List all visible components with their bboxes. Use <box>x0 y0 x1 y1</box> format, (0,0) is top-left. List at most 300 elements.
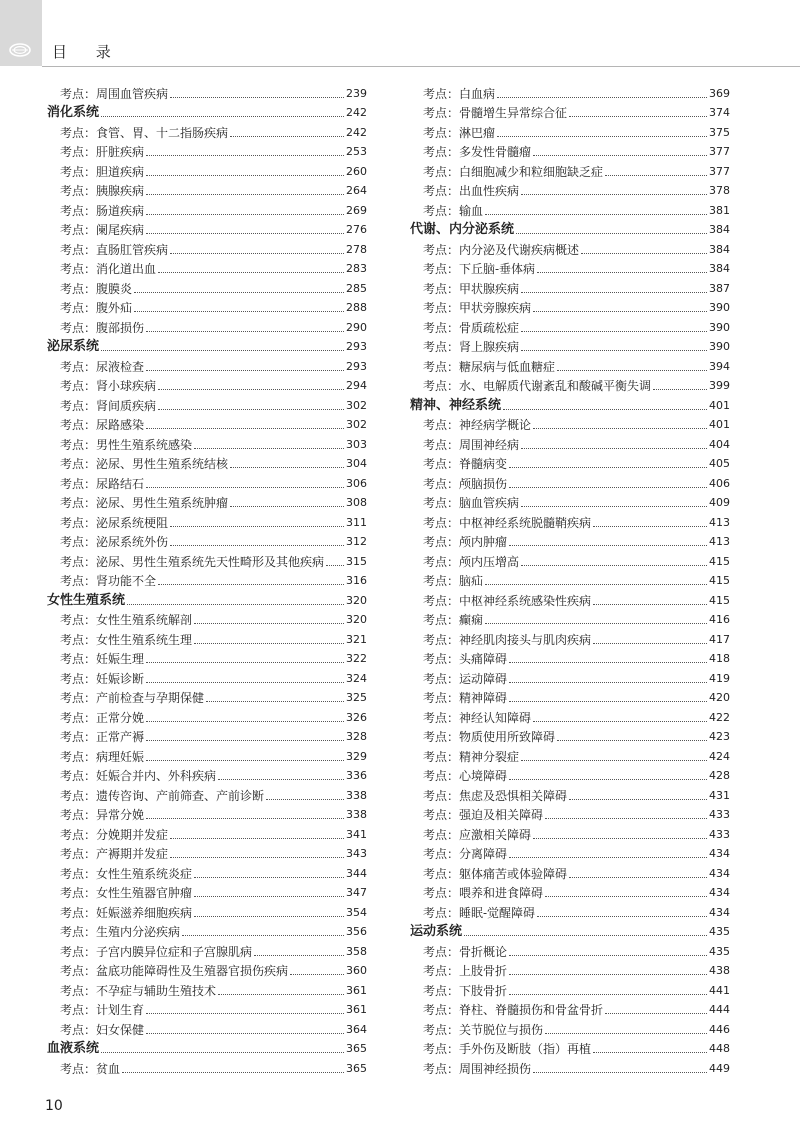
entry-page-number: 365 <box>346 1061 367 1075</box>
toc-entry[interactable] <box>410 998 730 1018</box>
entry-title: 考点：阑尾疾病 <box>60 223 145 237</box>
entry-page-number: 420 <box>709 691 730 704</box>
entry-title: 考点：妊娠生理 <box>60 652 145 666</box>
toc-entry[interactable] <box>47 627 367 647</box>
entry-title: 考点：出血性疾病 <box>423 184 520 198</box>
toc-entry[interactable] <box>47 900 367 920</box>
toc-entry[interactable] <box>410 1017 730 1037</box>
dot-leader <box>122 1072 344 1073</box>
toc-entry[interactable] <box>410 822 730 842</box>
entry-page-number: 341 <box>346 827 367 841</box>
toc-entry[interactable] <box>47 218 367 238</box>
dot-leader <box>485 214 707 215</box>
dot-leader <box>569 877 707 878</box>
entry-title: 考点：焦虑及恐惧相关障碍 <box>423 788 568 803</box>
dot-leader <box>557 370 707 371</box>
entry-title: 考点：分离障碍 <box>423 847 508 861</box>
toc-entry[interactable] <box>47 354 367 374</box>
toc-entry[interactable] <box>410 647 730 667</box>
entry-page-number: 293 <box>346 340 367 353</box>
toc-section-heading[interactable] <box>410 393 730 413</box>
toc-entry[interactable] <box>47 140 367 160</box>
entry-page-number: 303 <box>346 437 367 451</box>
entry-page-number: 324 <box>346 671 367 685</box>
entry-title: 考点：周围神经损伤 <box>423 1061 532 1076</box>
dot-leader <box>533 428 707 429</box>
entry-page-number: 285 <box>346 281 367 295</box>
entry-page-number: 336 <box>346 769 367 782</box>
dot-leader <box>516 233 707 234</box>
toc-entry[interactable] <box>410 900 730 920</box>
dot-leader <box>170 526 344 527</box>
entry-page-number: 390 <box>709 301 730 314</box>
toc-entry[interactable] <box>410 569 730 589</box>
toc-entry[interactable] <box>410 705 730 725</box>
entry-title: 考点：妊娠诊断 <box>60 671 145 686</box>
toc-entry[interactable] <box>47 998 367 1018</box>
entry-page-number: 418 <box>709 652 730 665</box>
toc-entry[interactable] <box>47 257 367 277</box>
entry-title: 考点：精神分裂症 <box>423 749 520 764</box>
entry-page-number: 344 <box>346 866 367 880</box>
entry-title: 考点：输血 <box>423 203 484 218</box>
dot-leader <box>194 896 344 897</box>
entry-title: 考点：尿路结石 <box>60 476 145 491</box>
entry-page-number: 419 <box>709 671 730 685</box>
dot-leader <box>254 955 344 956</box>
toc-entry[interactable] <box>47 374 367 394</box>
entry-page-number: 253 <box>346 145 367 158</box>
entry-page-number: 302 <box>346 418 367 431</box>
page-title: 目 录 <box>52 43 123 61</box>
toc-entry[interactable] <box>410 471 730 491</box>
entry-title: 考点：癫痫 <box>423 613 484 627</box>
entry-page-number: 290 <box>346 320 367 334</box>
toc-entry[interactable] <box>47 803 367 823</box>
entry-title: 考点：糖尿病与低血糖症 <box>423 359 556 374</box>
toc-entry[interactable] <box>47 120 367 140</box>
entry-title: 考点：泌尿、男性生殖系统结核 <box>60 457 229 471</box>
dot-leader <box>146 194 344 195</box>
toc-entry[interactable] <box>47 939 367 959</box>
dot-leader <box>464 935 707 936</box>
dot-leader <box>509 857 707 858</box>
toc-entry[interactable] <box>47 608 367 628</box>
toc-entry[interactable] <box>47 881 367 901</box>
entry-title: 考点：淋巴瘤 <box>423 125 496 140</box>
entry-title: 考点：周围神经病 <box>423 437 520 452</box>
entry-title: 考点：女性生殖系统生理 <box>60 632 193 647</box>
dot-leader <box>509 467 707 468</box>
toc-entry[interactable] <box>47 530 367 550</box>
dot-leader <box>503 409 707 410</box>
entry-page-number: 364 <box>346 1022 367 1036</box>
entry-title: 考点：肾小球疾病 <box>60 379 157 393</box>
toc-entry[interactable] <box>410 959 730 979</box>
entry-page-number: 320 <box>346 593 367 607</box>
toc-entry[interactable] <box>410 744 730 764</box>
toc-entry[interactable] <box>47 491 367 511</box>
dot-leader <box>537 272 707 273</box>
entry-page-number: 406 <box>709 476 730 490</box>
toc-entry[interactable] <box>410 608 730 628</box>
toc-entry[interactable] <box>410 159 730 179</box>
entry-page-number: 269 <box>346 203 367 217</box>
dot-leader <box>134 311 344 312</box>
entry-page-number: 431 <box>709 788 730 802</box>
entry-title: 考点：运动障碍 <box>423 671 508 686</box>
section-title: 女性生殖系统 <box>47 592 126 608</box>
entry-title: 考点：女性生殖系统炎症 <box>60 866 193 881</box>
dot-leader <box>146 487 344 488</box>
entry-page-number: 365 <box>346 1042 367 1055</box>
entry-title: 考点：泌尿系统外伤 <box>60 535 169 549</box>
toc-entry[interactable] <box>410 588 730 608</box>
dot-leader <box>182 935 344 936</box>
dot-leader <box>545 1033 707 1034</box>
toc-entry[interactable] <box>47 666 367 686</box>
toc-entry[interactable] <box>47 1017 367 1037</box>
header-band <box>0 0 42 66</box>
dot-leader <box>485 584 707 585</box>
entry-page-number: 312 <box>346 535 367 548</box>
dot-leader <box>146 662 344 663</box>
toc-section-heading[interactable] <box>410 218 730 238</box>
entry-page-number: 387 <box>709 281 730 295</box>
entry-title: 考点：下肢骨折 <box>423 983 508 998</box>
entry-page-number: 302 <box>346 398 367 412</box>
dot-leader <box>194 916 344 917</box>
dot-leader <box>569 799 707 800</box>
toc-entry[interactable] <box>410 491 730 511</box>
toc-entry[interactable] <box>410 666 730 686</box>
entry-page-number: 338 <box>346 808 367 821</box>
entry-title: 考点：神经认知障碍 <box>423 710 532 725</box>
entry-page-number: 413 <box>709 515 730 529</box>
toc-entry[interactable] <box>410 179 730 199</box>
toc-entry[interactable] <box>410 549 730 569</box>
section-title: 消化系统 <box>47 105 100 120</box>
entry-title: 考点：躯体痛苦或体验障碍 <box>423 866 568 881</box>
toc-entry[interactable] <box>410 101 730 121</box>
dot-leader <box>497 136 707 137</box>
toc-column-left <box>47 81 367 1076</box>
toc-entry[interactable] <box>47 179 367 199</box>
entry-title: 考点：关节脱位与损伤 <box>423 1022 544 1037</box>
dot-leader <box>509 994 707 995</box>
dot-leader <box>146 175 344 176</box>
dot-leader <box>509 487 707 488</box>
dot-leader <box>230 136 344 137</box>
toc-entry[interactable] <box>410 452 730 472</box>
toc-entry[interactable] <box>47 569 367 589</box>
dot-leader <box>146 331 344 332</box>
dot-leader <box>101 116 344 117</box>
toc-section-heading[interactable] <box>410 920 730 940</box>
entry-title: 考点：周围血管疾病 <box>60 86 169 101</box>
entry-page-number: 424 <box>709 749 730 763</box>
dot-leader <box>101 350 344 351</box>
toc-entry[interactable] <box>410 978 730 998</box>
toc-entry[interactable] <box>410 686 730 706</box>
entry-title: 考点：应激相关障碍 <box>423 827 532 842</box>
toc-entry[interactable] <box>47 764 367 784</box>
entry-title: 考点：手外伤及断肢（指）再植 <box>423 1042 592 1056</box>
toc-entry[interactable] <box>47 452 367 472</box>
entry-title: 考点：甲状腺疾病 <box>423 281 520 296</box>
dot-leader <box>266 799 344 800</box>
toc-entry[interactable] <box>47 198 367 218</box>
entry-page-number: 278 <box>346 242 367 256</box>
dot-leader <box>146 214 344 215</box>
dot-leader <box>485 623 707 624</box>
dot-leader <box>326 565 344 566</box>
entry-page-number: 288 <box>346 301 367 314</box>
dot-leader <box>509 955 707 956</box>
entry-page-number: 390 <box>709 320 730 334</box>
section-title: 运动系统 <box>410 924 463 939</box>
dot-leader <box>194 643 344 644</box>
entry-title: 考点：直肠肛管疾病 <box>60 242 169 257</box>
entry-title: 考点：泌尿系统梗阻 <box>60 515 169 530</box>
dot-leader <box>509 682 707 683</box>
toc-entry[interactable] <box>410 783 730 803</box>
toc-entry[interactable] <box>410 374 730 394</box>
dot-leader <box>545 896 707 897</box>
entry-title: 考点：遗传咨询、产前筛查、产前诊断 <box>60 788 265 803</box>
entry-page-number: 369 <box>709 86 730 100</box>
toc-entry[interactable] <box>47 1056 367 1076</box>
dot-leader <box>146 818 344 819</box>
entry-page-number: 276 <box>346 223 367 236</box>
toc-entry[interactable] <box>410 1056 730 1076</box>
entry-title: 考点：生殖内分泌疾病 <box>60 925 181 939</box>
toc-section-heading[interactable] <box>47 335 367 355</box>
toc-entry[interactable] <box>47 549 367 569</box>
entry-page-number: 311 <box>346 515 367 529</box>
dot-leader <box>605 175 707 176</box>
entry-title: 考点：肝脏疾病 <box>60 145 145 159</box>
entry-title: 考点：上肢骨折 <box>423 964 508 978</box>
toc-entry[interactable] <box>410 276 730 296</box>
entry-page-number: 415 <box>709 574 730 587</box>
toc-entry[interactable] <box>410 81 730 101</box>
entry-page-number: 326 <box>346 710 367 724</box>
entry-title: 考点：计划生育 <box>60 1003 145 1017</box>
toc-entry[interactable] <box>47 647 367 667</box>
entry-page-number: 448 <box>709 1042 730 1055</box>
dot-leader <box>521 292 707 293</box>
toc-entry[interactable] <box>47 822 367 842</box>
dot-leader <box>146 682 344 683</box>
entry-page-number: 354 <box>346 905 367 919</box>
toc-section-heading[interactable] <box>47 101 367 121</box>
entry-page-number: 320 <box>346 613 367 626</box>
entry-page-number: 356 <box>346 925 367 938</box>
entry-title: 考点：强迫及相关障碍 <box>423 808 544 822</box>
entry-page-number: 381 <box>709 203 730 217</box>
dot-leader <box>194 623 344 624</box>
entry-page-number: 325 <box>346 691 367 704</box>
entry-title: 考点：妊娠滋养细胞疾病 <box>60 905 193 920</box>
dot-leader <box>206 701 344 702</box>
toc-entry[interactable] <box>47 413 367 433</box>
entry-title: 考点：腹部损伤 <box>60 320 145 335</box>
entry-page-number: 428 <box>709 769 730 782</box>
dot-leader <box>127 604 344 605</box>
entry-title: 考点：盆底功能障碍性及生殖器官损伤疾病 <box>60 964 289 978</box>
entry-title: 考点：脊柱、脊髓损伤和骨盆骨折 <box>423 1003 604 1017</box>
dot-leader <box>158 272 344 273</box>
entry-title: 考点：肾上腺疾病 <box>423 340 520 354</box>
entry-title: 考点：脊髓病变 <box>423 457 508 471</box>
entry-page-number: 294 <box>346 379 367 392</box>
entry-page-number: 433 <box>709 827 730 841</box>
dot-leader <box>497 97 707 98</box>
entry-title: 考点：女性生殖系统解剖 <box>60 613 193 627</box>
dot-leader <box>509 545 707 546</box>
entry-title: 考点：中枢神经系统脱髓鞘疾病 <box>423 515 592 530</box>
entry-title: 考点：分娩期并发症 <box>60 827 169 842</box>
entry-page-number: 377 <box>709 164 730 178</box>
dot-leader <box>218 994 344 995</box>
entry-title: 考点：下丘脑-垂体病 <box>423 262 536 276</box>
toc-entry[interactable] <box>47 159 367 179</box>
toc-entry[interactable] <box>410 198 730 218</box>
dot-leader <box>521 565 707 566</box>
entry-page-number: 405 <box>709 457 730 470</box>
dot-leader <box>158 584 344 585</box>
toc-entry[interactable] <box>47 81 367 101</box>
dot-leader <box>146 370 344 371</box>
toc-entry[interactable] <box>410 803 730 823</box>
entry-title: 考点：尿路感染 <box>60 418 145 432</box>
entry-title: 考点：骨髓增生异常综合征 <box>423 106 568 120</box>
dot-leader <box>593 643 707 644</box>
toc-entry[interactable] <box>410 881 730 901</box>
entry-page-number: 435 <box>709 925 730 938</box>
toc-entry[interactable] <box>47 861 367 881</box>
toc-entry[interactable] <box>47 432 367 452</box>
toc-entry[interactable] <box>410 530 730 550</box>
entry-page-number: 404 <box>709 437 730 451</box>
toc-entry[interactable] <box>47 725 367 745</box>
dot-leader <box>569 116 707 117</box>
toc-entry[interactable] <box>410 315 730 335</box>
toc-entry[interactable] <box>410 842 730 862</box>
entry-title: 考点：男性生殖系统感染 <box>60 437 193 452</box>
toc-entry[interactable] <box>47 686 367 706</box>
publisher-logo-icon <box>9 43 31 57</box>
toc-entry[interactable] <box>47 959 367 979</box>
dot-leader <box>533 311 707 312</box>
toc-entry[interactable] <box>47 783 367 803</box>
toc-entry[interactable] <box>410 296 730 316</box>
toc-entry[interactable] <box>47 705 367 725</box>
dot-leader <box>146 155 344 156</box>
dot-leader <box>146 740 344 741</box>
toc-entry[interactable] <box>410 1037 730 1057</box>
entry-title: 考点：白细胞减少和粒细胞缺乏症 <box>423 164 604 179</box>
entry-title: 考点：腹外疝 <box>60 301 133 315</box>
entry-title: 考点：骨折概论 <box>423 944 508 959</box>
toc-entry[interactable] <box>410 237 730 257</box>
toc-entry[interactable] <box>410 861 730 881</box>
section-title: 精神、神经系统 <box>410 397 502 413</box>
toc-entry[interactable] <box>47 237 367 257</box>
entry-page-number: 358 <box>346 944 367 958</box>
entry-page-number: 409 <box>709 496 730 509</box>
dot-leader <box>146 428 344 429</box>
entry-page-number: 415 <box>709 593 730 607</box>
toc-entry[interactable] <box>410 354 730 374</box>
toc-entry[interactable] <box>410 335 730 355</box>
entry-page-number: 315 <box>346 554 367 568</box>
entry-title: 考点：胰腺疾病 <box>60 184 145 198</box>
toc-entry[interactable] <box>47 315 367 335</box>
dot-leader <box>146 760 344 761</box>
dot-leader <box>134 292 344 293</box>
dot-leader <box>533 838 707 839</box>
toc-entry[interactable] <box>47 393 367 413</box>
entry-page-number: 435 <box>709 944 730 958</box>
entry-page-number: 401 <box>709 398 730 412</box>
entry-title: 考点：脑血管疾病 <box>423 496 520 510</box>
toc-entry[interactable] <box>47 276 367 296</box>
entry-page-number: 306 <box>346 476 367 490</box>
toc-entry[interactable] <box>410 725 730 745</box>
dot-leader <box>146 233 344 234</box>
entry-title: 考点：骨质疏松症 <box>423 320 520 335</box>
header-divider <box>42 66 800 67</box>
dot-leader <box>146 1013 344 1014</box>
toc-entry[interactable] <box>47 471 367 491</box>
dot-leader <box>593 526 707 527</box>
toc-entry[interactable] <box>410 432 730 452</box>
entry-page-number: 308 <box>346 496 367 509</box>
toc-entry[interactable] <box>410 510 730 530</box>
dot-leader <box>521 760 707 761</box>
entry-title: 考点：病理妊娠 <box>60 749 145 764</box>
entry-title: 考点：异常分娩 <box>60 808 145 822</box>
toc-entry[interactable] <box>47 978 367 998</box>
toc-entry[interactable] <box>47 744 367 764</box>
entry-page-number: 316 <box>346 574 367 587</box>
dot-leader <box>170 97 344 98</box>
dot-leader <box>581 253 707 254</box>
toc-entry[interactable] <box>47 920 367 940</box>
toc-section-heading[interactable] <box>47 1037 367 1057</box>
toc-entry[interactable] <box>410 140 730 160</box>
toc-entry[interactable] <box>410 257 730 277</box>
toc-section-heading[interactable] <box>47 588 367 608</box>
toc-entry[interactable] <box>410 413 730 433</box>
toc-entry[interactable] <box>410 120 730 140</box>
entry-page-number: 242 <box>346 125 367 139</box>
toc-entry[interactable] <box>410 764 730 784</box>
toc-entry[interactable] <box>47 842 367 862</box>
entry-title: 考点：肠道疾病 <box>60 203 145 218</box>
toc-entry[interactable] <box>410 939 730 959</box>
toc-entry[interactable] <box>410 627 730 647</box>
toc-entry[interactable] <box>47 296 367 316</box>
dot-leader <box>170 857 344 858</box>
entry-page-number: 413 <box>709 535 730 548</box>
entry-title: 考点：心境障碍 <box>423 769 508 783</box>
dot-leader <box>521 506 707 507</box>
section-title: 血液系统 <box>47 1041 100 1056</box>
toc-entry[interactable] <box>47 510 367 530</box>
